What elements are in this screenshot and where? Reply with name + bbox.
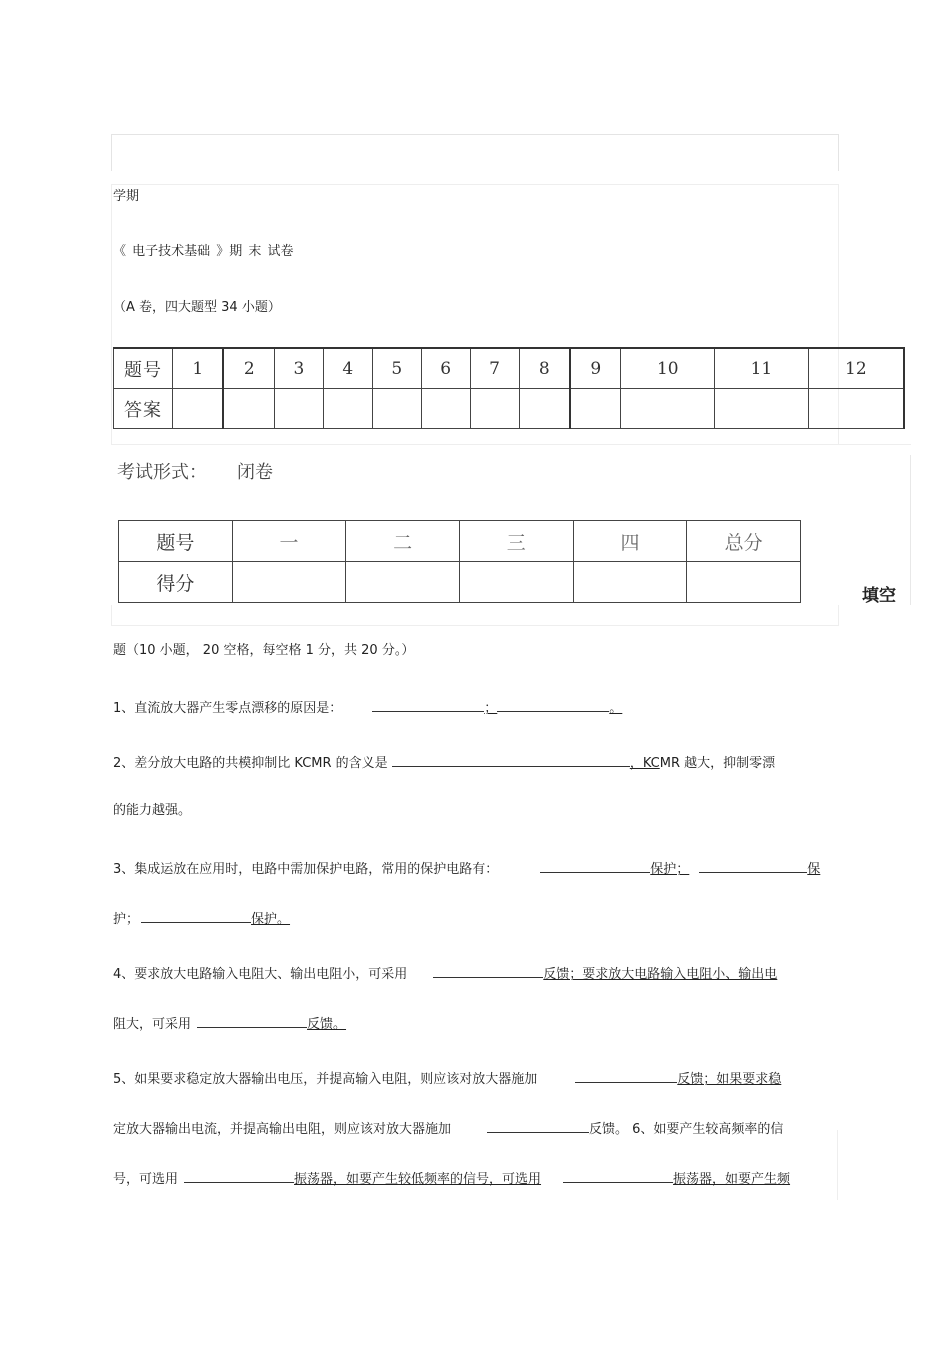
question-3: 3、集成运放在应用时，电路中需加保护电路，常用的保护电路有： 保护； 保	[113, 859, 820, 878]
answer-table-number: 3	[274, 348, 323, 389]
answer-blank	[197, 1014, 307, 1028]
answer-blank	[487, 1119, 589, 1133]
answer-cell	[715, 389, 809, 429]
answer-table-number: 5	[372, 348, 421, 389]
score-table-header: 总分	[687, 521, 801, 562]
page-frame-top	[111, 134, 839, 171]
section-intro: 题（10 小题， 20 空格，每空格 1 分，共 20 分。）	[113, 643, 415, 658]
answer-blank	[141, 909, 251, 923]
answer-cell	[470, 389, 519, 429]
score-cell	[687, 562, 801, 603]
answer-table-number: 12	[808, 348, 904, 389]
question-6-line: 号，可选用 振荡器，如要产生较低频率的信号，可选用 振荡器，如要产生频	[113, 1169, 790, 1188]
answer-table-number-row	[114, 348, 905, 389]
answer-cell	[223, 389, 274, 429]
score-cell	[573, 562, 687, 603]
score-table-score-row	[119, 562, 801, 603]
exam-form-label: 考试形式：	[117, 462, 207, 483]
question-4: 4、要求放大电路输入电阻大、输出电阻小，可采用 反馈；要求放大电路输入电阻小、输出电	[113, 964, 777, 983]
answer-table-number: 2	[223, 348, 274, 389]
answer-blank	[699, 859, 807, 873]
semester-label: 学期	[113, 189, 140, 204]
score-table-row-label: 题号	[119, 521, 233, 562]
answer-table-number: 7	[470, 348, 519, 389]
question-4-line-2: 阻大，可采用 反馈。	[113, 1014, 346, 1033]
answer-table-number: 8	[519, 348, 570, 389]
answer-cell	[519, 389, 570, 429]
answer-table	[113, 347, 905, 429]
answer-blank	[433, 964, 543, 978]
answer-cell	[323, 389, 372, 429]
answer-cell	[808, 389, 904, 429]
answer-blank	[563, 1169, 673, 1183]
answer-table-number: 6	[421, 348, 470, 389]
answer-blank	[392, 753, 630, 767]
score-table-header: 四	[573, 521, 687, 562]
answer-table-number: 9	[570, 348, 621, 389]
answer-blank	[372, 698, 484, 712]
score-cell	[346, 562, 460, 603]
answer-table-answer-row	[114, 389, 905, 429]
answer-cell	[274, 389, 323, 429]
score-table-header: 二	[346, 521, 460, 562]
question-5: 5、如果要求稳定放大器输出电压，并提高输入电阻，则应该对放大器施加 反馈；如果要求稳	[113, 1069, 781, 1088]
answer-table-number: 1	[173, 348, 224, 389]
answer-blank	[540, 859, 650, 873]
answer-cell	[621, 389, 715, 429]
answer-table-number: 11	[715, 348, 809, 389]
answer-cell	[421, 389, 470, 429]
answer-cell	[570, 389, 621, 429]
answer-table-number: 4	[323, 348, 372, 389]
answer-blank	[497, 698, 609, 712]
score-table-header: 一	[232, 521, 346, 562]
answer-table-number: 10	[621, 348, 715, 389]
page-frame-right-edge-lower	[837, 1130, 838, 1200]
answer-blank	[184, 1169, 294, 1183]
answer-cell	[173, 389, 224, 429]
paper-info: （A 卷，四大题型 34 小题）	[113, 300, 281, 315]
answer-cell	[372, 389, 421, 429]
score-table	[118, 520, 801, 603]
exam-form-value: 闭卷	[237, 462, 273, 483]
page-frame-right-edge	[910, 455, 911, 605]
answer-blank	[575, 1069, 677, 1083]
answer-table-row-label: 答案	[114, 389, 173, 429]
exam-form	[117, 458, 273, 484]
score-table-header: 三	[459, 521, 573, 562]
score-table-row-label: 得分	[119, 562, 233, 603]
question-2-line-2: 的能力越强。	[113, 803, 192, 818]
page-frame-lower	[111, 605, 839, 626]
score-cell	[232, 562, 346, 603]
score-table-header-row	[119, 521, 801, 562]
score-cell	[459, 562, 573, 603]
question-5-line-2: 定放大器输出电流，并提高输出电阻，则应该对放大器施加 反馈。 6、如要产生较高频率的信	[113, 1119, 783, 1138]
question-1: 1、直流放大器产生零点漂移的原因是： ； 。	[113, 698, 622, 717]
question-3-line-2: 护； 保护。	[113, 909, 290, 928]
clipped-section-mark: 填空	[862, 586, 896, 606]
answer-table-row-label: 题号	[114, 348, 173, 389]
question-2: 2、差分放大电路的共模抑制比 KCMR 的含义是 ，KCMR 越大，抑制零漂	[113, 753, 775, 772]
course-title: 《 电子技术基础 》期 末 试卷	[113, 244, 294, 259]
